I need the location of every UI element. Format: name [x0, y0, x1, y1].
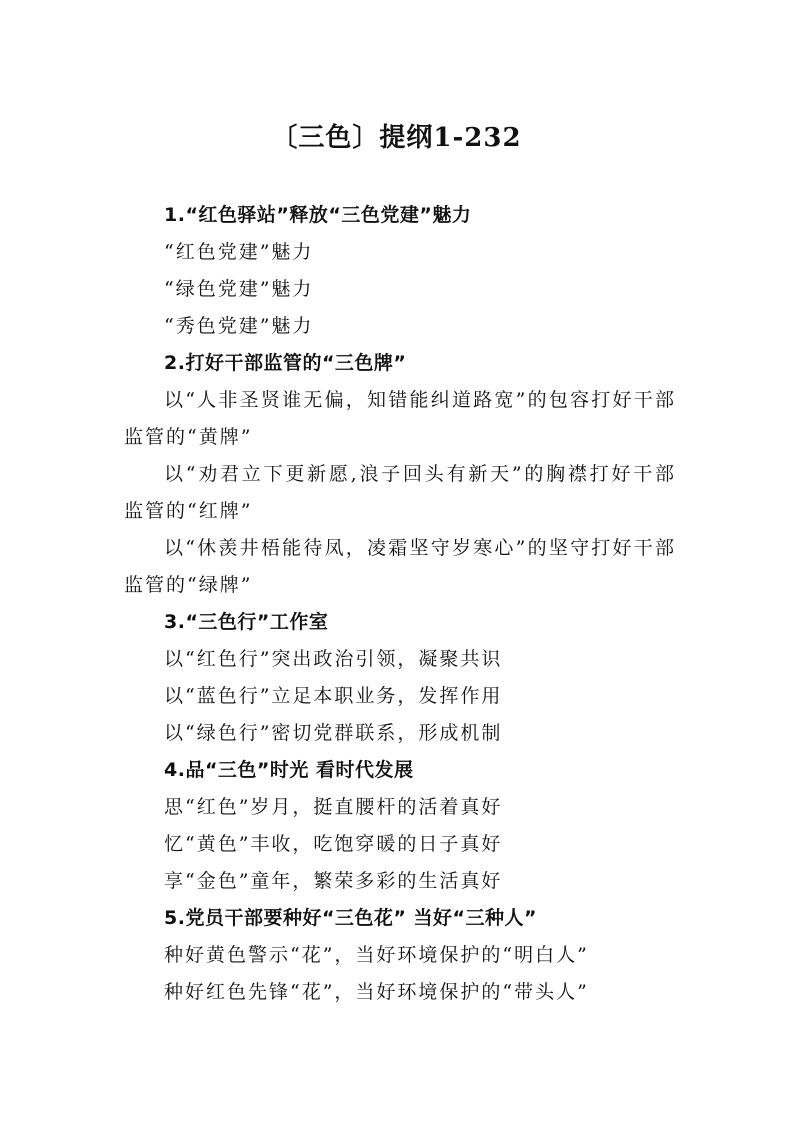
- text-line: 以“绿色行”密切党群联系，形成机制: [164, 722, 503, 744]
- text-line: 以“蓝色行”立足本职业务，发挥作用: [164, 685, 503, 707]
- text-line: “秀色党建”魅力: [164, 315, 314, 337]
- paragraph: 以“劝君立下更新愿,浪子回头有新天”的胸襟打好干部监管的“红牌”: [124, 463, 676, 522]
- text-line: 思“红色”岁月，挺直腰杆的活着真好: [164, 796, 503, 818]
- text-line: 忆“黄色”丰收，吃饱穿暖的日子真好: [164, 833, 503, 855]
- section-heading: 3.“三色行”工作室: [164, 611, 329, 633]
- text-line: “绿色党建”魅力: [164, 278, 314, 300]
- text-line: “红色党建”魅力: [164, 241, 314, 263]
- paragraph: 以“休羡井梧能待凤，凌霜坚守岁寒心”的坚守打好干部监管的“绿牌”: [124, 537, 676, 596]
- section-heading: 4.品“三色”时光 看时代发展: [164, 759, 414, 781]
- document-body: [124, 197, 676, 1011]
- paragraph: 以“人非圣贤谁无偏，知错能纠道路宽”的包容打好干部监管的“黄牌”: [124, 389, 676, 448]
- text-line: 享“金色”童年，繁荣多彩的生活真好: [164, 870, 503, 892]
- section-heading: 1.“红色驿站”释放“三色党建”魅力: [164, 204, 472, 226]
- text-line: 以“红色行”突出政治引领，凝聚共识: [164, 648, 503, 670]
- section-heading: 5.党员干部要种好“三色花” 当好“三种人”: [164, 907, 538, 929]
- text-line: 种好黄色警示“花”，当好环境保护的“明白人”: [164, 944, 589, 966]
- section-heading: 2.打好干部监管的“三色牌”: [164, 352, 407, 374]
- page-title: 〔三色〕提纲1-232: [271, 123, 522, 153]
- text-line: 种好红色先锋“花”，当好环境保护的“带头人”: [164, 981, 589, 1003]
